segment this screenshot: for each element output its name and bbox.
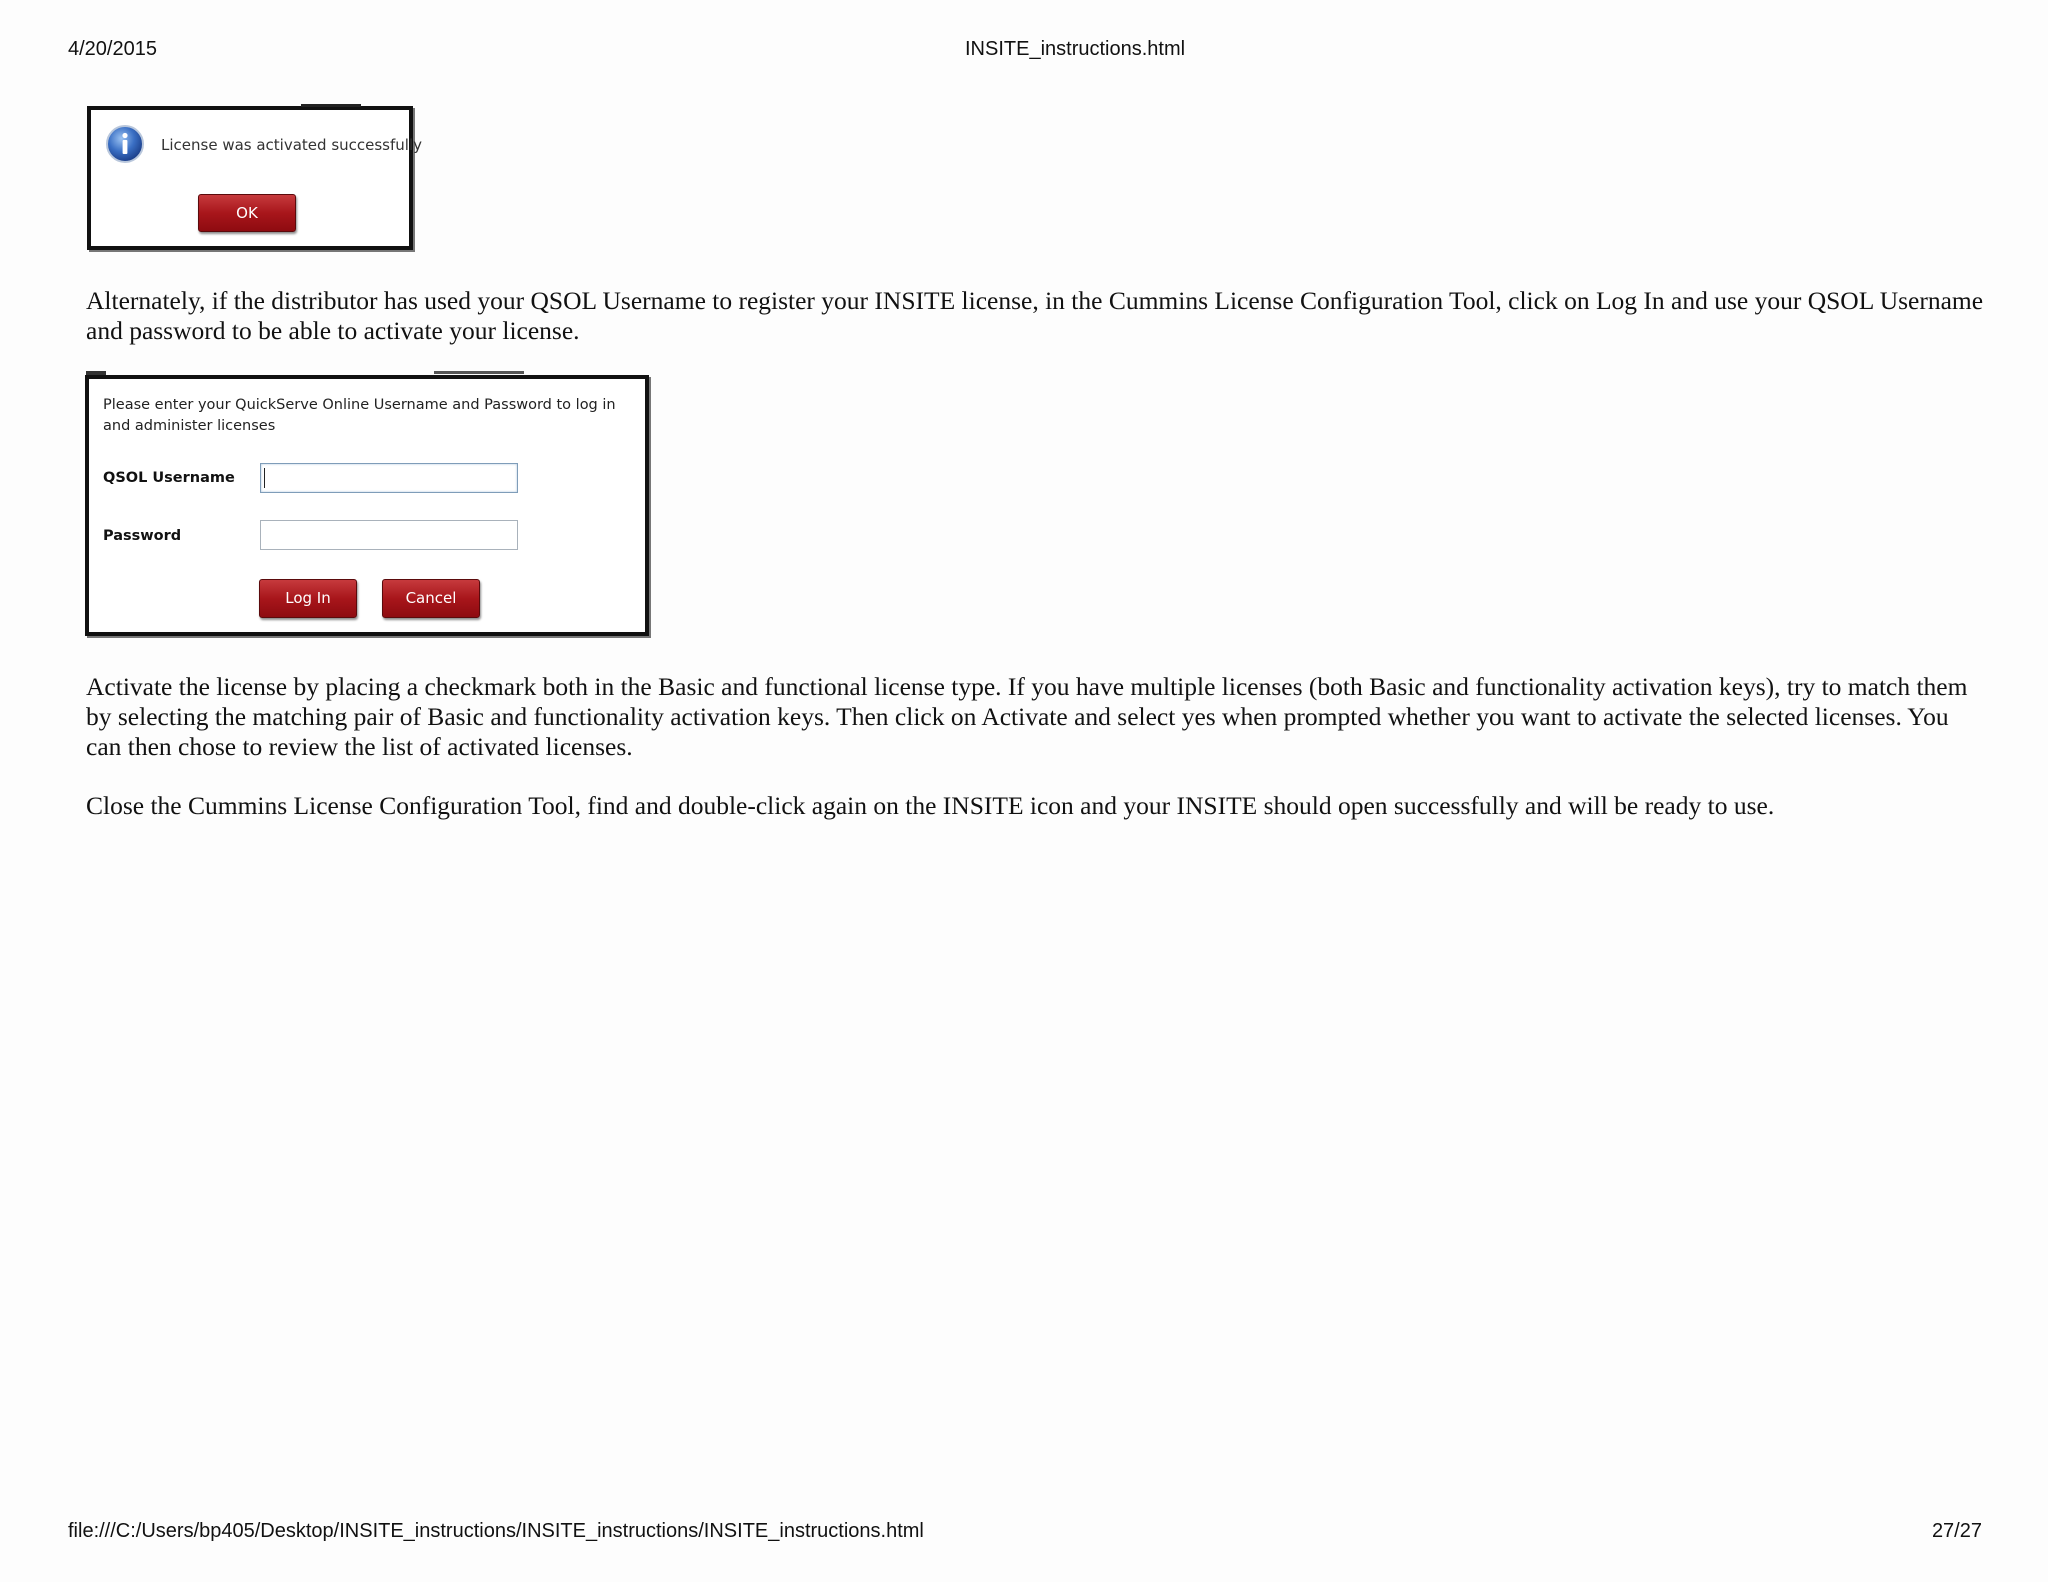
license-activated-dialog xyxy=(87,106,422,250)
info-icon xyxy=(105,124,145,164)
file-path: file:///C:/Users/bp405/Desktop/INSITE_instructions/INSITE_instructions/INSITE_instructions.html xyxy=(68,1520,924,1542)
ok-button[interactable]: OK xyxy=(198,194,296,232)
close-paragraph: Close the Cummins License Configuration Tool, find and double-click again on the INSITE icon and your INSITE should open successfully and will be ready to use. xyxy=(86,791,1775,820)
qsol-login-dialog xyxy=(85,375,649,636)
username-input[interactable] xyxy=(260,463,518,493)
alternate-login-paragraph: Alternately, if the distributor has used your QSOL Username to register your INSITE license, in the Cummins License Configuration Tool, click on Log In and use your QSOL Username and password to be able to activate your license. xyxy=(86,286,1984,345)
page-number: 27/27 xyxy=(1931,1520,1982,1542)
cancel-button[interactable]: Cancel xyxy=(382,579,480,618)
login-prompt-text: Please enter your QuickServe Online Username and Password to log in and administer licenses xyxy=(103,397,616,434)
print-title: INSITE_instructions.html xyxy=(965,38,1186,60)
username-label: QSOL Username xyxy=(103,470,235,486)
screenshot-edge xyxy=(301,104,361,107)
activate-paragraph: Activate the license by placing a checkmark both in the Basic and functional license type. If you have multiple licenses (both Basic and functionality activation keys), try to match them by selecting the matching pair of Basic and functionality activation keys. Then click on Activate and select yes when prompted whether you want to activate the selected licenses. You can then chose to review the list of activated licenses. xyxy=(86,672,1968,761)
text-caret xyxy=(264,468,265,488)
password-input[interactable] xyxy=(260,520,518,550)
print-date: 4/20/2015 xyxy=(68,38,157,60)
screenshot-edge xyxy=(434,371,524,374)
activation-message: License was activated successfully xyxy=(161,136,422,154)
screenshot-edge xyxy=(86,371,106,375)
password-label: Password xyxy=(103,528,182,544)
log-in-button[interactable]: Log In xyxy=(259,579,357,618)
